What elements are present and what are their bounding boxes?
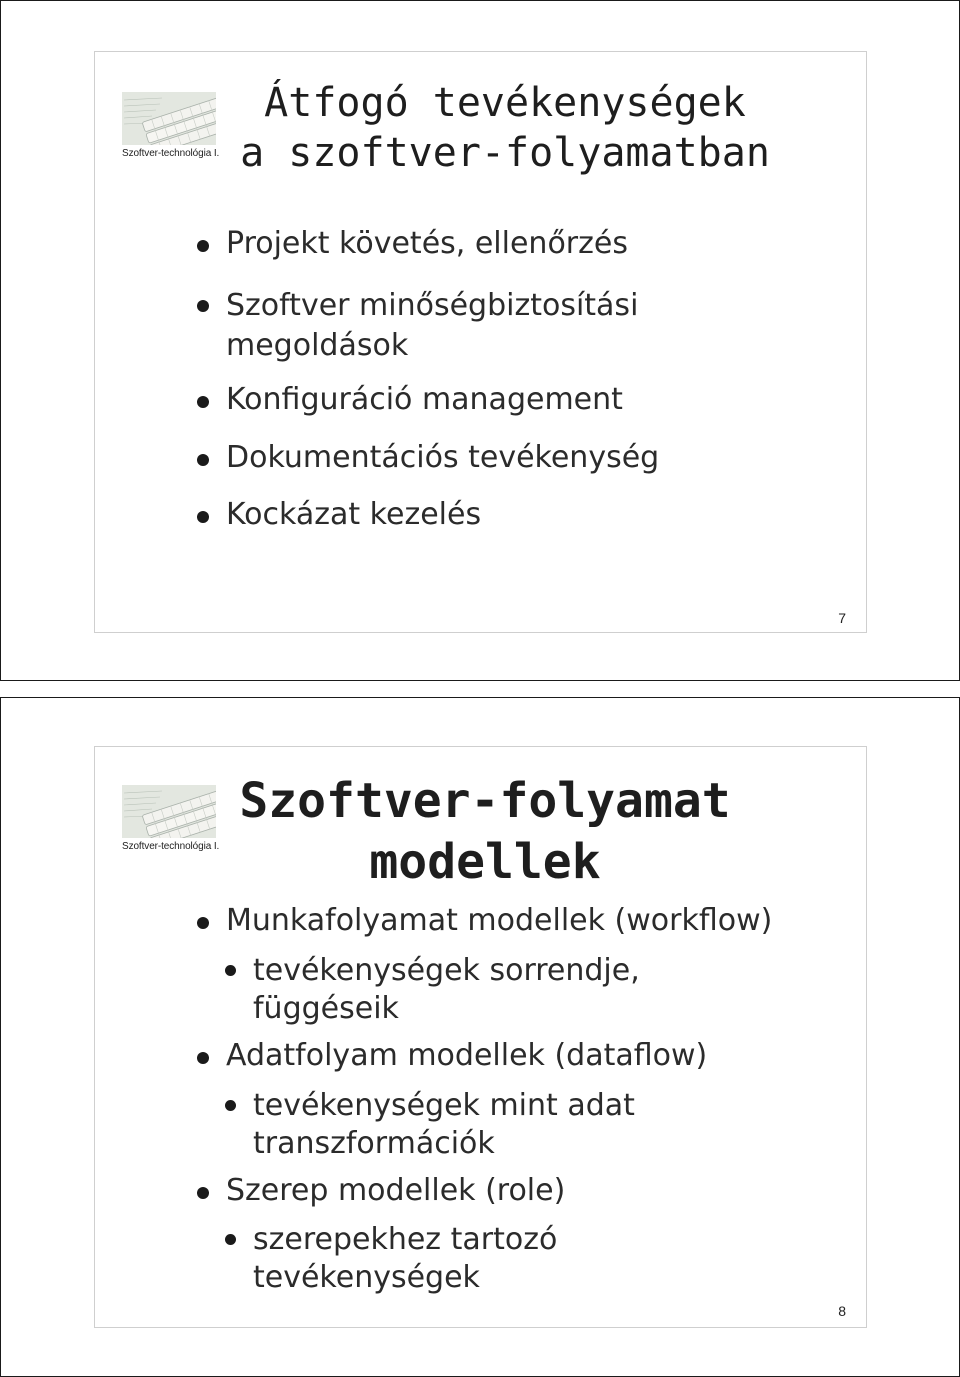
page-frame-1: [0, 0, 960, 681]
bullet-text: Munkafolyamat modellek (workflow): [226, 903, 773, 938]
course-logo: [122, 92, 218, 159]
bullet-text: Kockázat kezelés: [226, 497, 482, 532]
slide-title-line-1: Átfogó tevékenységek: [264, 80, 746, 126]
bullet-text: tevékenységek sorrendje,: [253, 953, 640, 988]
slide-title-line-1: Szoftver-folyamat: [239, 773, 731, 829]
bullet-item: [226, 440, 659, 476]
bullet-item: [226, 1173, 565, 1209]
logo-caption: Szoftver-technológia I.: [122, 841, 220, 852]
page-number: 8: [838, 1303, 846, 1319]
slide-title: [215, 771, 755, 893]
bullet-text: Szerep modellek (role): [226, 1173, 566, 1208]
keyboard-photo-icon: [122, 785, 216, 838]
bullet-text: Szoftver minőségbiztosítási: [226, 288, 639, 323]
sub-bullet-item: [253, 1221, 557, 1297]
page-number: 7: [838, 610, 846, 626]
bullet-text: tevékenységek: [253, 1260, 480, 1295]
slide-8: [94, 746, 867, 1328]
bullet-item: [226, 286, 638, 366]
bullet-text: Konfiguráció management: [226, 382, 623, 417]
keyboard-photo-icon: [122, 92, 216, 145]
bullet-text: Adatfolyam modellek (dataflow): [226, 1038, 708, 1073]
bullet-item: [226, 1038, 707, 1074]
bullet-text: Dokumentációs tevékenység: [226, 440, 660, 475]
sub-bullet-item: [253, 952, 640, 1028]
slide-title-line-2: a szoftver-folyamatban: [240, 130, 770, 176]
logo-caption: Szoftver-technológia I.: [122, 148, 220, 159]
sub-bullet-item: [253, 1087, 635, 1163]
slide-7: [94, 51, 867, 633]
page-frame-2: [0, 697, 960, 1377]
bullet-item: [226, 903, 772, 939]
bullet-text: Projekt követés, ellenőrzés: [226, 226, 628, 261]
slide-title: [225, 78, 785, 178]
course-logo: [122, 785, 218, 852]
bullet-item: [226, 226, 628, 262]
slide-title-line-2: modellek: [369, 834, 601, 890]
bullet-item: [226, 497, 481, 533]
bullet-text: megoldások: [226, 328, 409, 363]
bullet-text: függéseik: [253, 991, 399, 1026]
bullet-text: tevékenységek mint adat: [253, 1088, 635, 1123]
bullet-item: [226, 382, 623, 418]
bullet-text: szerepekhez tartozó: [253, 1222, 558, 1257]
bullet-text: transzformációk: [253, 1126, 495, 1161]
